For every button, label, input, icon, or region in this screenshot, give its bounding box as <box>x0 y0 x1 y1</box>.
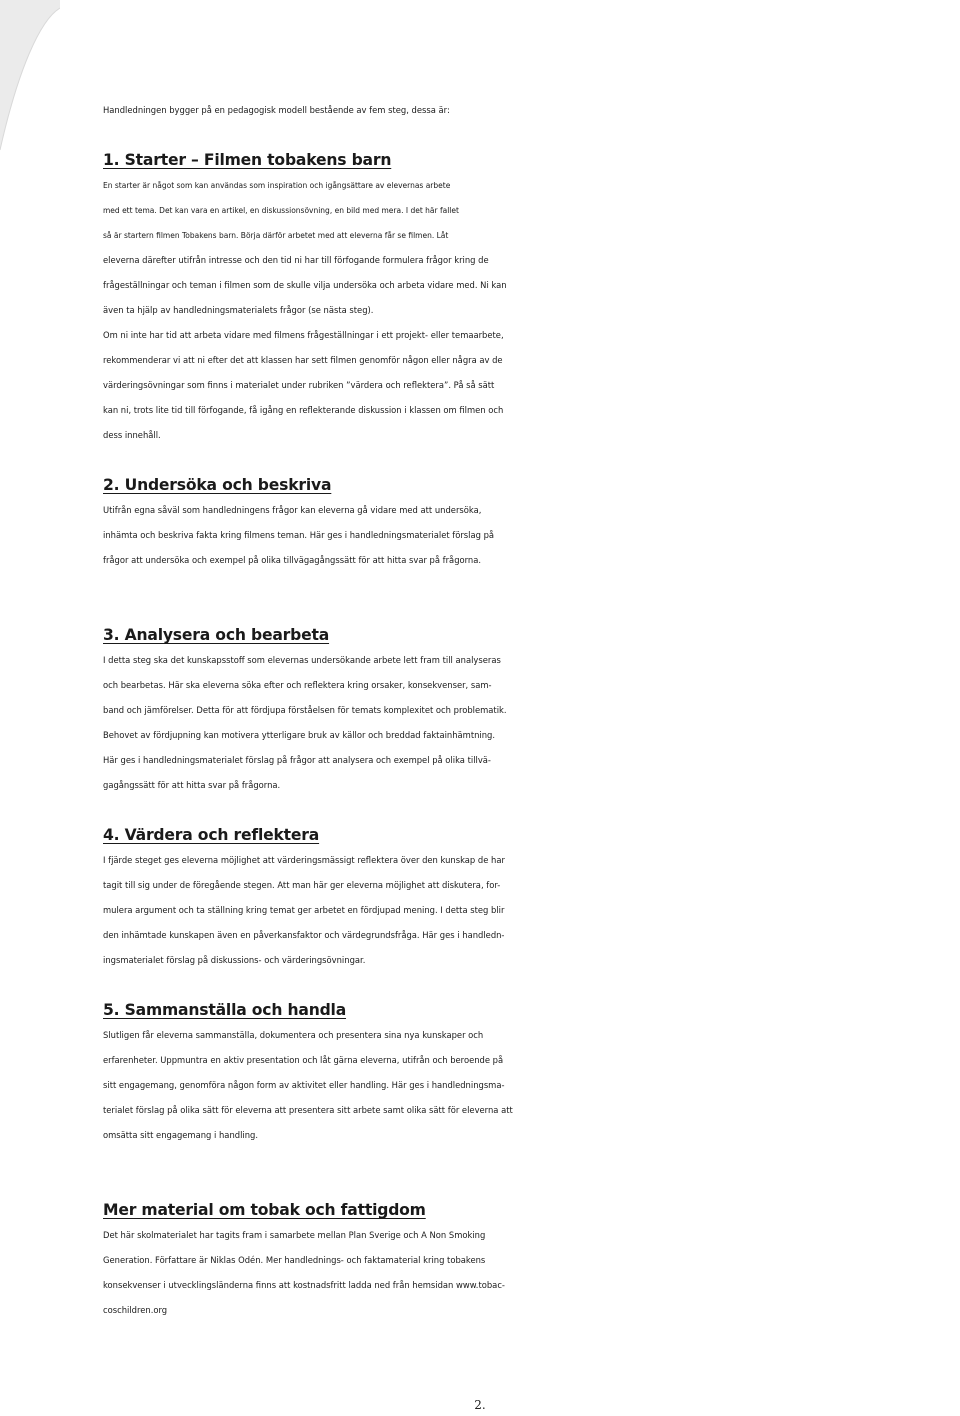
section-paragraph <box>103 173 960 448</box>
paragraph-line: rekommenderar vi att ni efter det att klassen har sett filmen genomför någon eller några av de <box>103 355 503 365</box>
section-heading: 2. Undersöka och beskriva <box>103 476 332 494</box>
section-vardera <box>103 823 960 973</box>
section-paragraph <box>103 498 960 573</box>
paragraph-line: En starter är något som kan användas som inspiration och igångsättare av elevernas arbete <box>103 181 451 190</box>
paragraph-line: kan ni, trots lite tid till förfogande, få igång en reflekterande diskussion i klassen om filmen och <box>103 405 504 415</box>
section-mer-material <box>103 1198 960 1323</box>
document-body <box>103 98 960 1323</box>
section-heading: 4. Värdera och reflektera <box>103 826 320 844</box>
paragraph-line: sitt engagemang, genomföra någon form av aktivitet eller handling. Här ges i handledningsma- <box>103 1080 505 1090</box>
section-analysera <box>103 623 960 798</box>
section-sammanstalla <box>103 998 960 1148</box>
corner-decoration <box>0 0 60 160</box>
section-heading: 5. Sammanställa och handla <box>103 1001 347 1019</box>
section-undersoka <box>103 473 960 573</box>
paragraph-line: Behovet av fördjupning kan motivera ytterligare bruk av källor och breddad faktainhämtning. <box>103 730 496 740</box>
paragraph-line: Slutligen får eleverna sammanställa, dokumentera och presentera sina nya kunskaper och <box>103 1030 484 1040</box>
paragraph-line: terialet förslag på olika sätt för eleverna att presentera sitt arbete samt olika sätt för eleverna att <box>103 1105 513 1115</box>
paragraph-line: den inhämtade kunskapen även en påverkansfaktor och värdegrundsfråga. Här ges i handledn- <box>103 930 505 940</box>
paragraph-line: med ett tema. Det kan vara en artikel, en diskussionsövning, en bild med mera. I det här fallet <box>103 206 459 215</box>
paragraph-line: I detta steg ska det kunskapsstoff som elevernas undersökande arbete lett fram till analyseras <box>103 655 501 665</box>
paragraph-line: konsekvenser i utvecklingsländerna finns att kostnadsfritt ladda ned från hemsidan www.tobac- <box>103 1280 505 1290</box>
section-heading: 1. Starter – Filmen tobakens barn <box>103 151 392 169</box>
paragraph-line: även ta hjälp av handledningsmaterialets frågor (se nästa steg). <box>103 305 374 315</box>
paragraph-line: eleverna därefter utifrån intresse och den tid ni har till förfogande formulera frågor kring de <box>103 255 489 265</box>
section-heading: 3. Analysera och bearbeta <box>103 626 330 644</box>
section-heading: Mer material om tobak och fattigdom <box>103 1201 426 1219</box>
page-number: 2. <box>474 1398 486 1412</box>
section-paragraph <box>103 648 960 798</box>
section-paragraph <box>103 1223 960 1323</box>
paragraph-line: värderingsövningar som finns i materialet under rubriken ”värdera och reflektera”. På så sätt <box>103 380 495 390</box>
section-starter <box>103 148 960 448</box>
section-paragraph <box>103 848 960 973</box>
section-paragraph <box>103 1023 960 1148</box>
paragraph-line: Det här skolmaterialet har tagits fram i samarbete mellan Plan Sverige och A Non Smoking <box>103 1230 486 1240</box>
paragraph-line: gagångssätt för att hitta svar på frågorna. <box>103 780 281 790</box>
paragraph-line: inhämta och beskriva fakta kring filmens teman. Här ges i handledningsmaterialet förslag på <box>103 530 495 540</box>
paragraph-line: mulera argument och ta ställning kring temat ger arbetet en fördjupad mening. I detta steg blir <box>103 905 505 915</box>
paragraph-line: Utifrån egna såväl som handledningens frågor kan eleverna gå vidare med att undersöka, <box>103 505 482 515</box>
paragraph-line: tagit till sig under de föregående stegen. Att man här ger eleverna möjlighet att diskutera, for- <box>103 880 501 890</box>
paragraph-line: frågeställningar och teman i filmen som de skulle vilja undersöka och arbeta vidare med. Ni kan <box>103 280 507 290</box>
paragraph-line: coschildren.org <box>103 1305 168 1315</box>
paragraph-line: Om ni inte har tid att arbeta vidare med filmens frågeställningar i ett projekt- eller temaarbete, <box>103 330 504 340</box>
paragraph-line: I fjärde steget ges eleverna möjlighet att värderingsmässigt reflektera över den kunskap de har <box>103 855 505 865</box>
paragraph-line: Här ges i handledningsmaterialet förslag på frågor att analysera och exempel på olika tillvä- <box>103 755 491 765</box>
paragraph-line: frågor att undersöka och exempel på olika tillvägagångssätt för att hitta svar på frågorna. <box>103 555 482 565</box>
paragraph-line: erfarenheter. Uppmuntra en aktiv presentation och låt gärna eleverna, utifrån och beroende på <box>103 1055 504 1065</box>
paragraph-line: dess innehåll. <box>103 430 161 440</box>
paragraph-line: och bearbetas. Här ska eleverna söka efter och reflektera kring orsaker, konsekvenser, sam- <box>103 680 492 690</box>
paragraph-line: omsätta sitt engagemang i handling. <box>103 1130 259 1140</box>
intro-text: Handledningen bygger på en pedagogisk modell bestående av fem steg, dessa är: <box>103 105 450 115</box>
paragraph-line: ingsmaterialet förslag på diskussions- och värderingsövningar. <box>103 955 366 965</box>
paragraph-line: så är startern filmen Tobakens barn. Börja därför arbetet med att eleverna får se filmen. Låt <box>103 231 449 240</box>
paragraph-line: Generation. Författare är Niklas Odén. Mer handlednings- och faktamaterial kring tobakens <box>103 1255 486 1265</box>
paragraph-line: band och jämförelser. Detta för att fördjupa förståelsen för temats komplexitet och problematik. <box>103 705 507 715</box>
